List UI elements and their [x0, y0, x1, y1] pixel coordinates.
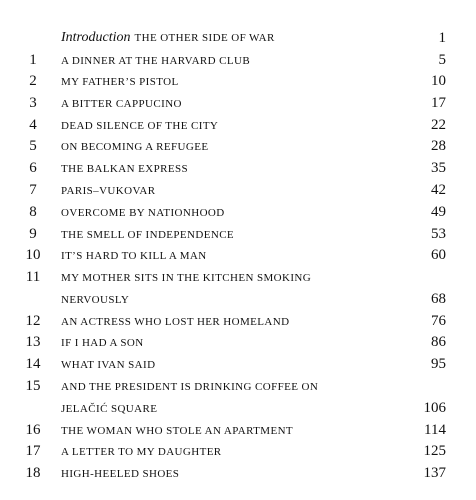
chapter-number: 1 — [29, 52, 37, 68]
toc-page-number: 1 — [438, 30, 446, 46]
toc-entry — [0, 50, 476, 70]
toc-entry — [0, 202, 476, 222]
toc-entry — [0, 267, 476, 287]
chapter-number: 14 — [25, 356, 41, 372]
toc-entry-introduction — [0, 28, 476, 48]
toc-entry — [0, 354, 476, 374]
chapter-title: WHAT IVAN SAID — [61, 359, 156, 371]
toc-page-number: 68 — [431, 291, 446, 307]
chapter-title: THE WOMAN WHO STOLE AN APARTMENT — [61, 425, 294, 437]
toc-page-number: 86 — [431, 334, 446, 350]
toc-entry — [0, 420, 476, 440]
toc-entry — [0, 463, 476, 483]
chapter-title: DEAD SILENCE OF THE CITY — [61, 120, 219, 132]
chapter-title: HIGH-HEELED SHOES — [61, 468, 180, 480]
introduction-label: Introduction — [61, 30, 131, 45]
chapter-title: MY FATHER’S PISTOL — [61, 76, 179, 88]
chapter-number: 11 — [25, 269, 41, 285]
toc-page-number: 17 — [431, 95, 446, 111]
toc-entry-title — [61, 28, 275, 48]
chapter-title: ON BECOMING A REFUGEE — [61, 141, 209, 153]
chapter-title: OVERCOME BY NATIONHOOD — [61, 207, 225, 219]
chapter-title: IF I HAD A SON — [61, 337, 144, 349]
chapter-title: A BITTER CAPPUCINO — [61, 98, 182, 110]
chapter-number: 5 — [29, 138, 37, 154]
chapter-title-continuation: NERVOUSLY — [61, 294, 130, 306]
chapter-title: AND THE PRESIDENT IS DRINKING COFFEE ON — [61, 381, 319, 393]
toc-entry — [0, 224, 476, 244]
toc-page-number: 76 — [431, 313, 446, 329]
chapter-title: A LETTER TO MY DAUGHTER — [61, 446, 222, 458]
toc-page-number: 5 — [438, 52, 446, 68]
toc-page-number: 60 — [431, 247, 446, 263]
toc-page-number: 28 — [431, 138, 446, 154]
toc-page-number: 53 — [431, 226, 446, 242]
toc-page-number: 10 — [431, 73, 446, 89]
chapter-number: 13 — [25, 334, 41, 350]
chapter-title-continuation: JELAČIĆ SQUARE — [61, 403, 158, 415]
chapter-title: THE BALKAN EXPRESS — [61, 163, 188, 175]
chapter-number: 4 — [29, 117, 37, 133]
chapter-title: PARIS–VUKOVAR — [61, 185, 156, 197]
toc-page-number: 42 — [431, 182, 446, 198]
chapter-number: 16 — [25, 422, 41, 438]
chapter-number: 6 — [29, 160, 37, 176]
toc-page-number: 125 — [423, 443, 446, 459]
chapter-number: 8 — [29, 204, 37, 220]
toc-entry — [0, 245, 476, 265]
toc-entry — [0, 115, 476, 135]
chapter-number: 12 — [25, 313, 41, 329]
toc-page-number: 95 — [431, 356, 446, 372]
chapter-title: A DINNER AT THE HARVARD CLUB — [61, 55, 251, 67]
introduction-title: THE OTHER SIDE OF WAR — [134, 32, 275, 44]
chapter-title: AN ACTRESS WHO LOST HER HOMELAND — [61, 316, 290, 328]
chapter-number: 10 — [25, 247, 41, 263]
toc-page-number: 35 — [431, 160, 446, 176]
toc-entry-continuation — [0, 398, 476, 418]
toc-entry — [0, 93, 476, 113]
chapter-title: MY MOTHER SITS IN THE KITCHEN SMOKING — [61, 272, 312, 284]
toc-entry-continuation — [0, 289, 476, 309]
chapter-title: THE SMELL OF INDEPENDENCE — [61, 229, 235, 241]
toc-page-number: 137 — [423, 465, 446, 481]
chapter-number: 2 — [29, 73, 37, 89]
toc-entry — [0, 441, 476, 461]
chapter-title: IT’S HARD TO KILL A MAN — [61, 250, 207, 262]
toc-entry — [0, 332, 476, 352]
toc-page-number: 114 — [424, 422, 446, 438]
toc-entry — [0, 180, 476, 200]
toc-page-number: 49 — [431, 204, 446, 220]
toc-page-number: 106 — [423, 400, 446, 416]
toc-entry — [0, 376, 476, 396]
chapter-number: 18 — [25, 465, 41, 481]
chapter-number: 7 — [29, 182, 37, 198]
chapter-number: 17 — [25, 443, 41, 459]
toc-page-number: 22 — [431, 117, 446, 133]
chapter-number: 3 — [29, 95, 37, 111]
toc-entry — [0, 311, 476, 331]
toc-entry — [0, 158, 476, 178]
chapter-number: 9 — [29, 226, 37, 242]
toc-entry — [0, 136, 476, 156]
chapter-number: 15 — [25, 378, 41, 394]
toc-entry — [0, 71, 476, 91]
